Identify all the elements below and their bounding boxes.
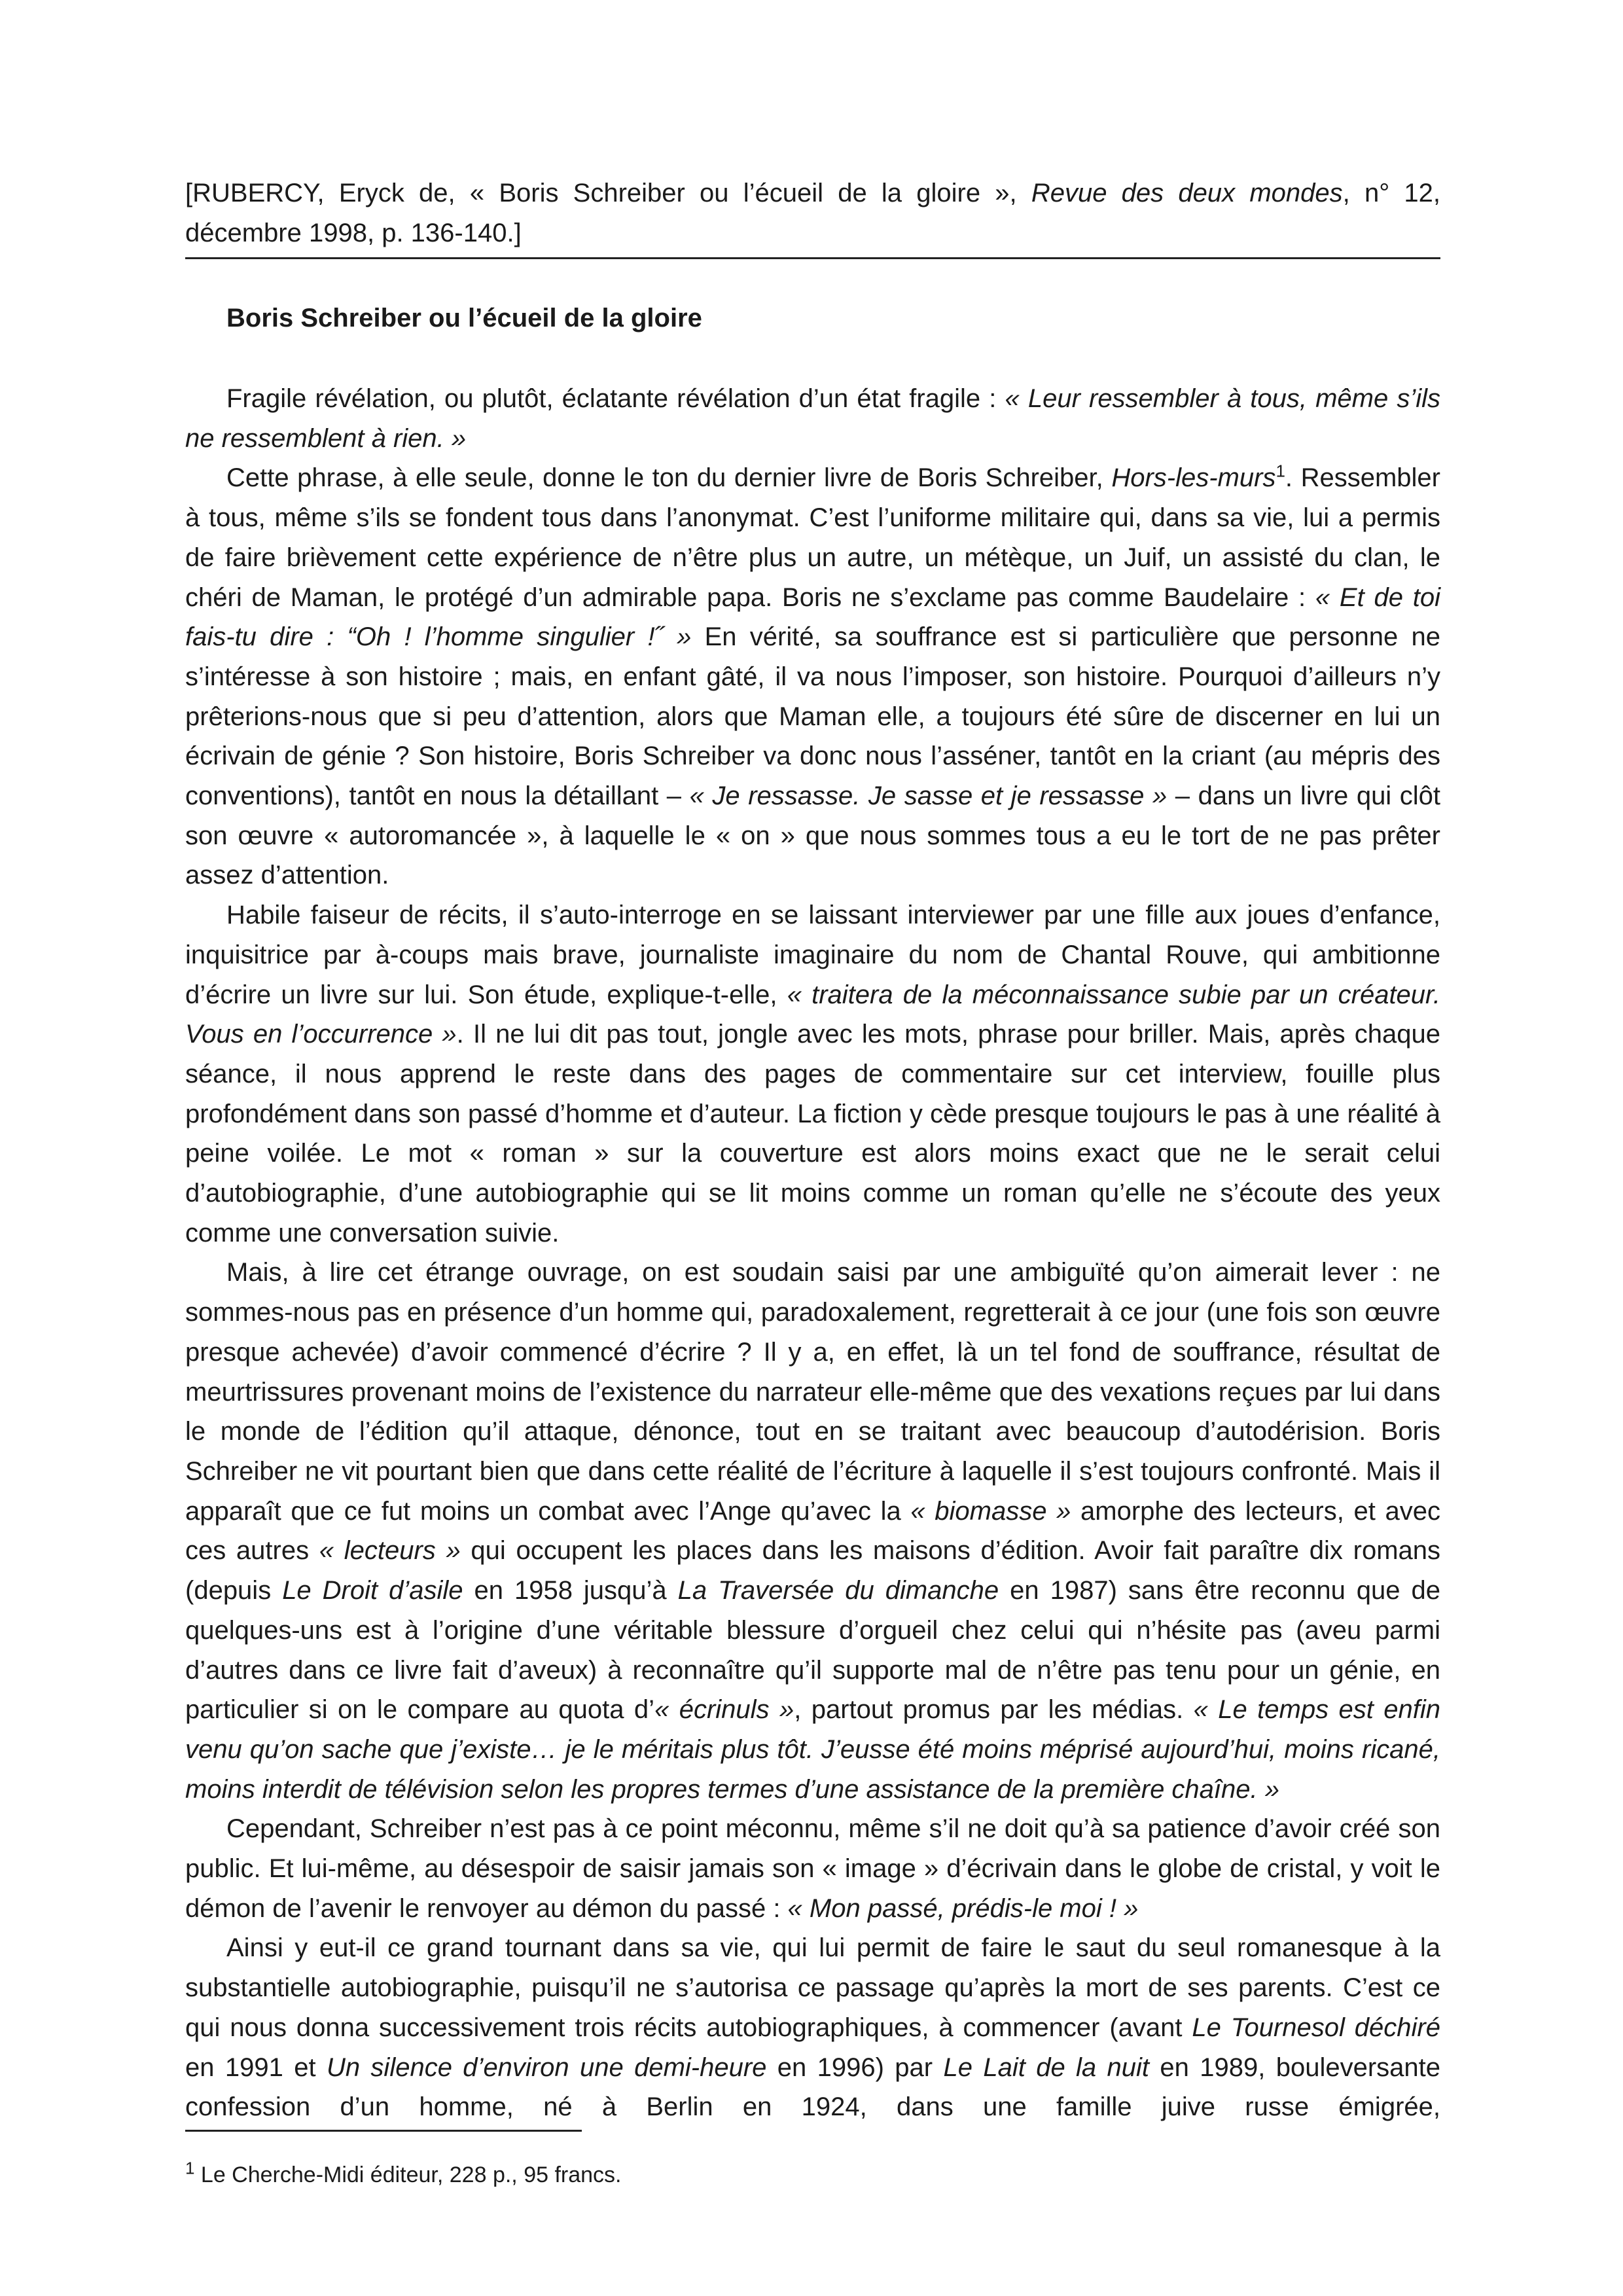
quote: « Leur ressembler à tous, même s’ils ne ressemblent à rien. » — [185, 384, 1440, 453]
paragraph: Ainsi y eut-il ce grand tournant dans sa vie, qui lui permit de faire le saut du seul romanesque à la substantielle autobiographie, puisqu’il ne s’autorisa ce passage qu’après la mort de ses parents. C’est ce qui nous donna successivement trois récits autobiographiques, à commencer (avant Le Tournesol déchiré en 1991 et Un silence d’environ une demi-heure en 1996) par Le Lait de la nuit en 1989, bouleversante confession d’un homme, né à Berlin en 1924, dans une famille juive russe émigrée, — [185, 1933, 1441, 2122]
book-title: Hors-les-murs — [1111, 463, 1276, 493]
footnote-mark: 1 — [185, 2158, 195, 2178]
book-title: Le Tournesol déchiré — [1192, 2013, 1440, 2042]
quote: « traitera de la méconnaissance subie par un créateur. Vous en l’occurrence » — [185, 980, 1440, 1049]
paragraph: Cette phrase, à elle seule, donne le ton du dernier livre de Boris Schreiber, Hors-les-murs$^1$. Ressembler à tous, même s’ils se fondent tous dans l’anonymat. C’est l’uniforme militaire qui, dans sa vie, lui a permis de faire brièvement cette expérience de n’être plus un autre, un métèque, un Juif, un assisté du clan, le chéri de Maman, le protégé d’un admirable papa. Boris ne s’exclame pas comme Baudelaire : « Et de toi fais-tu dire : “Oh ! l’homme singulier !˝ » En vérité, sa souffrance est si particulière que personne ne s’intéresse à son histoire ; mais, en enfant gâté, il va nous l’imposer, son histoire. Pourquoi d’ailleurs n’y prêterions-nous que si peu d’attention, alors que Maman elle, a toujours été sûre de discerner en lui un écrivain de génie ? Son histoire, Boris Schreiber va donc nous l’asséner, tantôt en la criant (au mépris des conventions), tantôt en nous la détaillant – « Je ressasse. Je sasse et je ressasse » – dans un livre qui clôt son œuvre « autoromancée », à laquelle le « on » que nous sommes tous a eu le tort de ne pas prêter assez d’attention. — [185, 461, 1441, 890]
footnote — [185, 2158, 622, 2188]
quote: « biomasse » — [910, 1496, 1071, 1526]
footnote-ref[interactable]: 1 — [1275, 461, 1285, 482]
quote: « Le temps est enfin venu qu’on sache que j’existe… je le méritais plus tôt. J’eusse été moins méprisé aujourd’hui, moins ricané, moins interdit de télévision selon les propres termes d’une assistance de la première chaîne. » — [185, 1695, 1440, 1804]
quote: « Mon passé, prédis-le moi ! » — [787, 1893, 1139, 1923]
paragraph: Habile faiseur de récits, il s’auto-interroge en se laissant interviewer par une fille aux joues d’enfance, inquisitrice par à-coups mais brave, journaliste imaginaire du nom de Chantal Rouve, qui ambitionne d’écrire un livre sur lui. Son étude, explique-t-elle, « traitera de la méconnaissance subie par un créateur. Vous en l’occurrence ». Il ne lui dit pas tout, jongle avec les mots, phrase pour briller. Mais, après chaque séance, il nous apprend le reste dans des pages de commentaire sur cet interview, fouille plus profondément dans son passé d’homme et d’auteur. La fiction y cède presque toujours le pas à une réalité à peine voilée. Le mot « roman » sur la couverture est alors moins exact que ne le serait celui d’autobiographie, d’une autobiographie qui se lit moins comme un roman qu’elle ne s’écoute des yeux comme une conversation suivie. — [185, 901, 1440, 1247]
article-title: Boris Schreiber ou l’écueil de la gloire — [226, 304, 702, 332]
footnote-rule — [185, 2130, 582, 2132]
quote: « écrinuls » — [654, 1695, 794, 1725]
citation-text: [RUBERCY, Eryck de, « Boris Schreiber ou l’écueil de la gloire », — [185, 179, 1031, 207]
quote: « Je ressasse. Je sasse et je ressasse » — [689, 781, 1168, 811]
quote: « Et de toi fais-tu dire : “Oh ! l’homme singulier !˝ » — [185, 583, 1440, 652]
document-page — [185, 173, 1440, 2127]
footnote-text: Le Cherche-Midi éditeur, 228 p., 95 francs. — [194, 2162, 622, 2187]
paragraph: Mais, à lire cet étrange ouvrage, on est soudain saisi par une ambiguïté qu’on aimerait lever : ne sommes-nous pas en présence d’un homme qui, paradoxalement, regretterait à ce jour (une fois son œuvre presque achevée) d’avoir commencé d’écrire ? Il y a, en effet, là un tel fond de souffrance, résultat de meurtrissures provenant moins de l’existence du narrateur elle-même que des vexations reçues par lui dans le monde de l’édition qu’il attaque, dénonce, tout en se traitant avec beaucoup d’autodérision. Boris Schreiber ne vit pourtant bien que dans cette réalité de l’écriture à laquelle il s’est toujours confronté. Mais il apparaît que ce fut moins un combat avec l’Ange qu’avec la « biomasse » amorphe des lecteurs, et avec ces autres « lecteurs » qui occupent les places dans les maisons d’édition. Avoir fait paraître dix romans (depuis Le Droit d’asile en 1958 jusqu’à La Traversée du dimanche en 1987) sans être reconnu que de quelques-uns est à l’origine d’une véritable blessure d’orgueil chez celui qui n’hésite pas (aveu parmi d’autres dans ce livre fait d’aveux) à reconnaître qu’il supporte mal de n’être pas tenu pour un génie, en particulier si on le compare au quota d’« écrinuls », partout promus par les médias. « Le temps est enfin venu qu’on sache que j’existe… je le méritais plus tôt. J’eusse été moins méprisé aujourd’hui, moins ricané, moins interdit de télévision selon les propres termes d’une assistance de la première chaîne. » — [185, 1258, 1441, 1804]
citation-header — [185, 173, 1440, 253]
quote: « lecteurs » — [319, 1536, 461, 1566]
book-title: Le Lait de la nuit — [943, 2053, 1150, 2082]
article-body — [185, 379, 1440, 2127]
header-rule — [185, 257, 1440, 259]
paragraph: Fragile révélation, ou plutôt, éclatante révélation d’un état fragile : « Leur ressembler à tous, même s’ils ne ressemblent à rien. » — [185, 384, 1440, 453]
book-title: Le Droit d’asile — [282, 1576, 463, 1605]
paragraph: Cependant, Schreiber n’est pas à ce point méconnu, même s’il ne doit qu’à sa patience d’avoir créé son public. Et lui-même, au désespoir de saisir jamais son « image » d’écrivain dans le globe de cristal, y voit le démon de l’avenir le renvoyer au démon du passé : « Mon passé, prédis-le moi ! » — [185, 1814, 1440, 1923]
journal-title: Revue des deux mondes — [1031, 179, 1343, 207]
book-title: La Traversée du dimanche — [677, 1576, 999, 1605]
book-title: Un silence d’environ une demi-heure — [326, 2053, 767, 2082]
citation-details: , n° 12, décembre 1998, p. 136-140.] — [185, 179, 1441, 247]
